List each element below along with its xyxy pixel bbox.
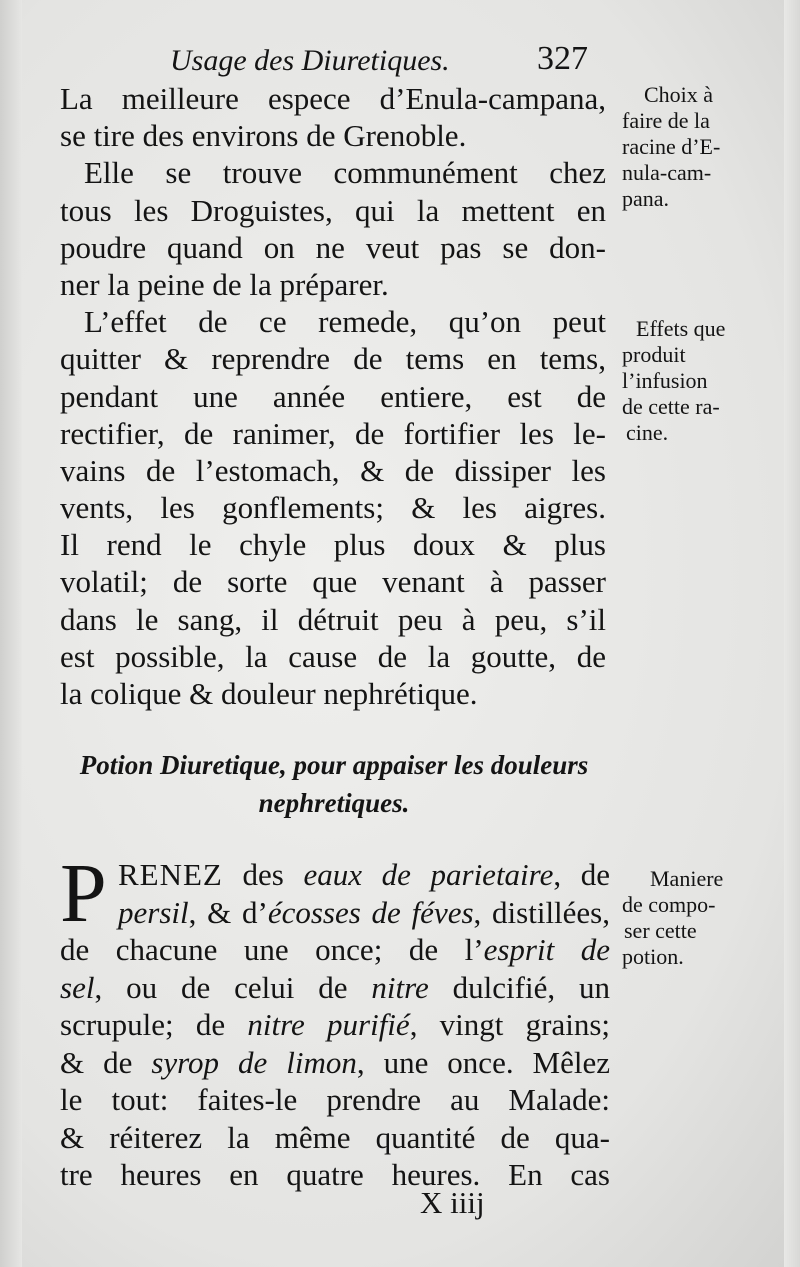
margin-note-line: Effets que: [636, 316, 726, 341]
margin-note-effets: [622, 316, 762, 446]
text-line: & réiterez la même quantité de qua-: [60, 1119, 610, 1155]
text-line: [60, 856, 610, 894]
text-run: , distillées,: [473, 894, 610, 930]
text-line: poudre quand on ne veut pas se don-: [60, 229, 606, 265]
text-line: ner la peine de la préparer.: [60, 266, 389, 302]
margin-note-line: faire de la: [622, 108, 710, 133]
ingredient: nitre purifié: [247, 1007, 410, 1042]
text-line: [60, 894, 610, 932]
ingredient: sel: [60, 969, 95, 1005]
text-run: , & d’: [188, 894, 268, 930]
text-line: est possible, la cause de la goutte, de: [60, 638, 606, 674]
section-title: [60, 746, 608, 822]
text-line: quitter & reprendre de tems en tems,: [60, 341, 606, 377]
margin-note-line: l’infusion: [622, 368, 708, 393]
margin-note-choix: [622, 82, 762, 212]
text-line: Il rend le chyle plus doux & plus: [60, 527, 606, 563]
text-line: volatil; de sorte que venant à passer: [60, 564, 606, 600]
margin-note-line: de cette ra-: [622, 394, 720, 419]
text-line: vains de l’estomach, & de dissiper les: [60, 452, 606, 488]
text-run: dulcifié, un: [428, 969, 610, 1005]
text-line: pendant une année entiere, est de: [60, 378, 606, 414]
section-title-line: Potion Diuretique, pour appaiser les douleurs: [79, 750, 589, 780]
ingredient: écosses de féves: [267, 894, 474, 930]
margin-note-line: pana.: [622, 186, 670, 211]
section-title-line: nephretiques.: [258, 788, 410, 818]
first-word: RENEZ: [118, 857, 223, 892]
drop-cap: P: [60, 847, 107, 940]
text-run: & de: [60, 1044, 152, 1080]
margin-note-line: potion.: [622, 944, 684, 969]
text-run: des: [222, 857, 304, 892]
ingredient: persil: [118, 894, 189, 930]
margin-note-line: ser cette: [624, 918, 697, 943]
recipe-paragraph: [60, 847, 610, 1194]
margin-note-line: cine.: [626, 420, 669, 445]
text-line: la colique & douleur nephrétique.: [60, 676, 478, 711]
text-line: dans le sang, il détruit peu à peu, s’il: [60, 601, 606, 637]
page-edge-right: [784, 0, 800, 1267]
ingredient: esprit de: [483, 932, 610, 967]
margin-note-line: Maniere: [650, 866, 724, 891]
text-line: [60, 969, 610, 1007]
text-line: L’effet de ce remede, qu’on peut: [84, 304, 606, 340]
text-line: [60, 931, 610, 969]
margin-note-line: de compo-: [622, 892, 716, 917]
running-head: Usage des Diuretiques.: [170, 44, 450, 77]
text-line: La meilleure espece d’Enula-campana,: [60, 81, 606, 116]
main-text: [60, 80, 606, 712]
page-gutter-left: [0, 0, 22, 1267]
margin-note-line: nula-cam-: [622, 160, 712, 185]
ingredient: eaux de parietaire: [303, 857, 554, 892]
text-line: tous les Droguistes, qui la mettent en: [60, 192, 606, 228]
text-line: Elle se trouve communément chez: [84, 155, 606, 191]
text-line: vents, les gonflements; & les aigres.: [60, 490, 606, 526]
margin-note-maniere: [622, 866, 762, 970]
text-run: , une once. Mêlez: [356, 1044, 610, 1080]
text-run: , vingt grains;: [409, 1007, 610, 1042]
text-line: [60, 1044, 610, 1082]
text-line: tre heures en quatre heures. En cas: [60, 1157, 610, 1192]
catchword-signature: X iiij: [420, 1185, 485, 1220]
text-line: [60, 1006, 610, 1044]
text-run: , de: [553, 857, 610, 892]
text-line: se tire des environs de Grenoble.: [60, 118, 467, 154]
text-run: , ou de celui de: [94, 969, 372, 1005]
ingredient: syrop de limon: [151, 1044, 357, 1080]
text-line: le tout: faites-le prendre au Malade:: [60, 1082, 610, 1117]
margin-note-line: produit: [622, 342, 686, 367]
page-number: 327: [537, 40, 588, 77]
margin-note-line: Choix à: [644, 82, 714, 107]
margin-note-line: racine d’E-: [622, 134, 721, 159]
text-line: rectifier, de ranimer, de fortifier les le-: [60, 415, 606, 451]
text-run: scrupule; de: [60, 1007, 248, 1042]
text-run: de chacune une once; de l’: [60, 932, 484, 967]
ingredient: nitre: [371, 969, 429, 1005]
